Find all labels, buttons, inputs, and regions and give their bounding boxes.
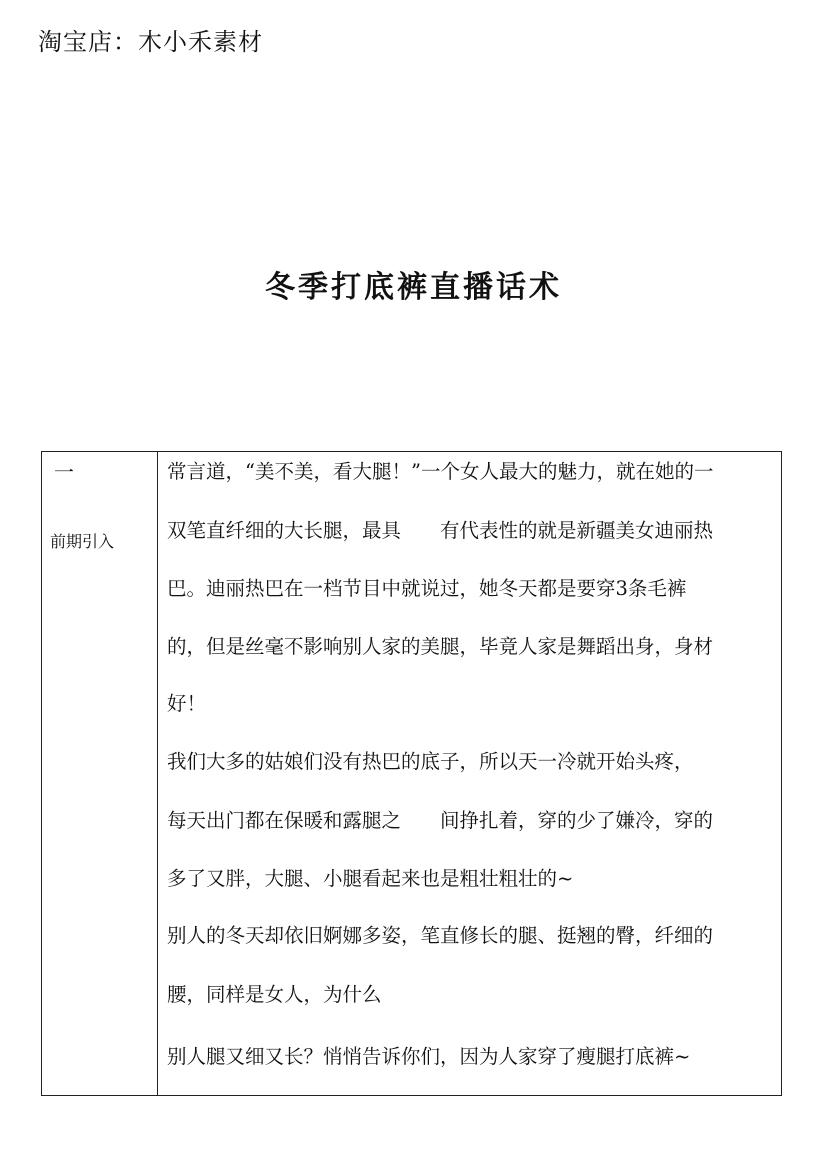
content-line: 双笔直纤细的大长腿，最具 有代表性的就是新疆美女迪丽热 [167, 519, 714, 542]
content-line: 巴。迪丽热巴在一档节目中就说过，她冬天都是要穿3条毛裤 [167, 577, 687, 600]
content-line: 好！ [167, 692, 207, 715]
content-line: 的，但是丝毫不影响别人家的美腿，毕竟人家是舞蹈出身，身材 [167, 635, 714, 658]
content-line: 我们大多的姑娘们没有热巴的底子，所以天一冷就开始头疼， [167, 750, 694, 773]
section-label: 前期引入 [50, 532, 115, 551]
content-line: 腰，同样是女人，为什么 [167, 983, 382, 1006]
content-line: 别人的冬天却依旧婀娜多姿，笔直修长的腿、挺翘的臀，纤细的 [167, 924, 714, 947]
content-line: 每天出门都在保暖和露腿之 间挣扎着，穿的少了嫌冷，穿的 [167, 809, 714, 832]
document-title: 冬季打底裤直播话术 [265, 270, 562, 305]
script-table [41, 451, 782, 1096]
content-line: 常言道，“美不美，看大腿！”一个女人最大的魅力，就在她的一 [167, 460, 714, 483]
content-line: 多了又胖，大腿、小腿看起来也是粗壮粗壮的~ [167, 867, 574, 890]
section-number: 一 [54, 460, 74, 484]
shop-name: 淘宝店：木小禾素材 [38, 28, 263, 56]
section-label-cell [42, 452, 158, 1095]
content-line: 别人腿又细又长？悄悄告诉你们，因为人家穿了瘦腿打底裤~ [167, 1045, 691, 1068]
